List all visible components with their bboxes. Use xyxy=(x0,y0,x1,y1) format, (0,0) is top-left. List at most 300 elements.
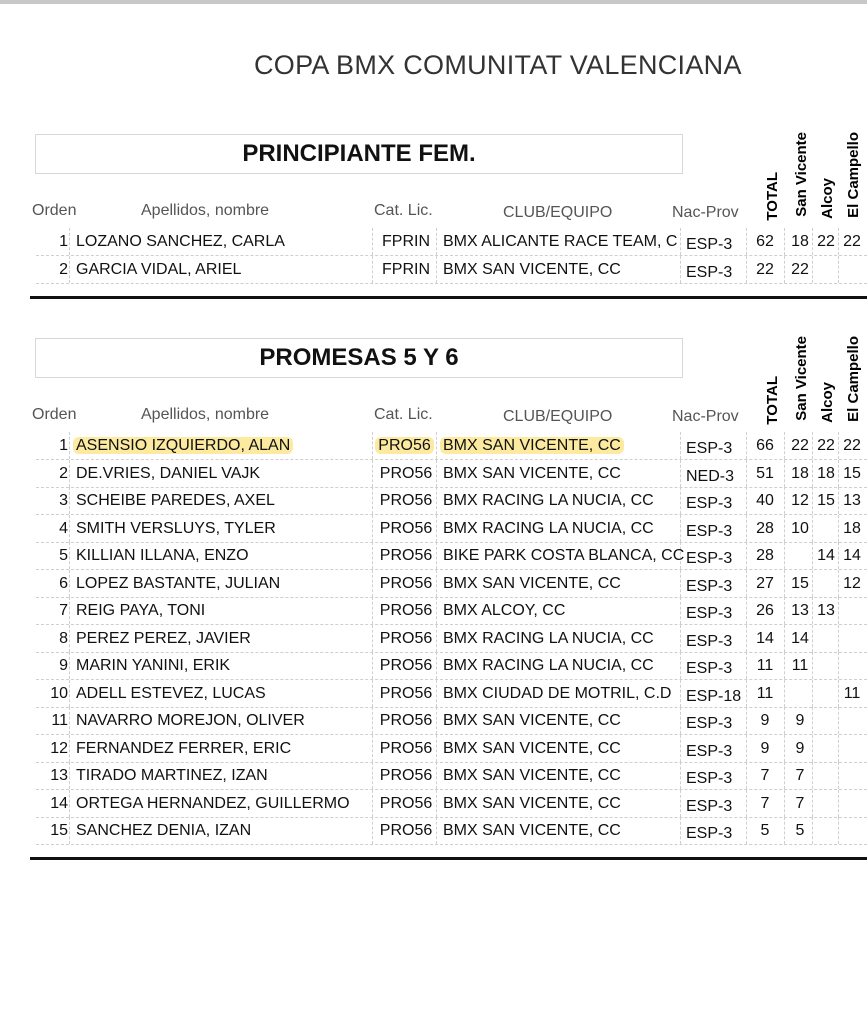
cell-divider xyxy=(812,735,813,762)
row-nac-prov xyxy=(686,710,732,737)
row-name-text: REIG PAYA, TONI xyxy=(76,602,206,619)
row-club-text: BMX SAN VICENTE, CC xyxy=(443,260,621,278)
row-orden xyxy=(36,817,68,844)
row-alcoy xyxy=(814,735,838,762)
row-club-text: BMX SAN VICENTE, CC xyxy=(443,767,621,784)
row-name-text: ADELL ESTEVEZ, LUCAS xyxy=(76,684,266,702)
row-san-vicente xyxy=(788,570,812,597)
row-total xyxy=(750,432,780,459)
cell-divider xyxy=(812,625,813,652)
row-el-campello-text: 22 xyxy=(843,233,861,250)
row-nac-prov-text: ESP-3 xyxy=(686,522,733,540)
row-name xyxy=(76,707,305,734)
cell-divider xyxy=(680,432,681,459)
cell-divider xyxy=(436,762,437,789)
row-club-text: BMX SAN VICENTE, CC xyxy=(443,739,621,757)
row-orden xyxy=(36,707,68,734)
row-category-text: FPRIN xyxy=(382,260,430,278)
row-alcoy xyxy=(814,515,838,542)
row-total xyxy=(750,817,780,844)
row-nac-prov xyxy=(686,655,732,682)
cell-divider xyxy=(784,256,785,283)
row-el-campello-text: 12 xyxy=(843,574,861,592)
category-title: PRINCIPIANTE FEM. xyxy=(35,134,683,174)
cell-divider xyxy=(838,735,839,762)
row-category-text: PRO56 xyxy=(379,464,433,482)
row-category-text: PRO56 xyxy=(379,794,433,812)
row-san-vicente-text: 7 xyxy=(795,794,805,812)
row-total-text: 7 xyxy=(760,794,770,812)
row-category xyxy=(376,680,436,707)
row-orden xyxy=(36,515,68,542)
cell-divider xyxy=(746,228,747,255)
cell-divider xyxy=(746,790,747,817)
cell-divider xyxy=(69,597,70,624)
row-nac-prov-text: ESP-3 xyxy=(686,605,733,622)
cell-divider xyxy=(372,256,373,283)
row-orden-text: 1 xyxy=(59,437,68,454)
cell-divider xyxy=(680,570,681,597)
row-category xyxy=(376,515,436,542)
cell-divider xyxy=(69,735,70,762)
col-orden-header: Orden xyxy=(32,406,77,423)
cell-divider xyxy=(784,542,785,569)
row-total xyxy=(750,735,780,762)
col-alcoy-header: Alcoy xyxy=(819,382,836,423)
cell-divider xyxy=(372,515,373,542)
row-nac-prov-text: ESP-3 xyxy=(686,742,733,760)
cell-divider xyxy=(436,432,437,459)
row-category xyxy=(376,790,436,817)
row-el-campello-text: 22 xyxy=(843,437,861,454)
row-alcoy xyxy=(814,652,838,679)
row-san-vicente-text: 14 xyxy=(791,629,809,647)
row-total-text: 14 xyxy=(756,629,774,647)
row-total-text: 11 xyxy=(756,684,774,702)
row-san-vicente xyxy=(788,762,812,789)
row-name xyxy=(76,570,280,597)
row-category-text: PRO56 xyxy=(379,739,433,757)
row-name xyxy=(76,487,275,514)
row-total-text: 28 xyxy=(756,547,774,564)
row-san-vicente-text: 18 xyxy=(791,464,809,482)
row-category-text: PRO56 xyxy=(379,684,433,702)
row-total-text: 5 xyxy=(760,822,770,839)
table-row xyxy=(36,597,867,625)
cell-divider xyxy=(372,817,373,844)
row-club xyxy=(443,790,621,817)
row-orden-text: 13 xyxy=(50,767,68,784)
row-orden xyxy=(36,652,68,679)
row-alcoy xyxy=(814,762,838,789)
cell-divider xyxy=(746,515,747,542)
row-name xyxy=(76,228,285,255)
row-san-vicente-text: 13 xyxy=(791,602,809,619)
cell-divider xyxy=(838,625,839,652)
row-club xyxy=(443,570,621,597)
cell-divider xyxy=(69,542,70,569)
row-san-vicente xyxy=(788,487,812,514)
row-el-campello xyxy=(840,432,864,459)
col-total-header: TOTAL xyxy=(764,172,781,221)
row-total-text: 66 xyxy=(756,437,774,454)
row-club xyxy=(443,707,621,734)
row-el-campello xyxy=(840,460,864,487)
row-club xyxy=(443,460,621,487)
row-total-text: 11 xyxy=(756,657,774,674)
row-alcoy-text: 15 xyxy=(817,492,835,509)
col-cat-header: Cat. Lic. xyxy=(374,202,433,219)
cell-divider xyxy=(69,460,70,487)
row-club xyxy=(443,597,565,624)
cell-divider xyxy=(69,228,70,255)
cell-divider xyxy=(372,570,373,597)
section-divider xyxy=(30,857,867,860)
row-orden xyxy=(36,460,68,487)
cell-divider xyxy=(812,680,813,707)
row-alcoy xyxy=(814,680,838,707)
row-san-vicente xyxy=(788,652,812,679)
row-alcoy xyxy=(814,790,838,817)
cell-divider xyxy=(372,597,373,624)
row-alcoy xyxy=(814,625,838,652)
cell-divider xyxy=(746,652,747,679)
cell-divider xyxy=(746,460,747,487)
col-sanvicente-header: San Vicente xyxy=(793,132,810,217)
row-orden xyxy=(36,790,68,817)
page-title: COPA BMX COMUNITAT VALENCIANA xyxy=(254,50,742,80)
cell-divider xyxy=(838,790,839,817)
row-category-text: PRO56 xyxy=(379,767,433,784)
cell-divider xyxy=(436,625,437,652)
table-row xyxy=(36,652,867,680)
cell-divider xyxy=(838,570,839,597)
col-club-header: CLUB/EQUIPO xyxy=(503,408,613,425)
cell-divider xyxy=(784,652,785,679)
row-el-campello xyxy=(840,735,864,762)
row-alcoy xyxy=(814,707,838,734)
row-san-vicente-text: 9 xyxy=(795,739,805,757)
cell-divider xyxy=(372,790,373,817)
cell-divider xyxy=(680,515,681,542)
table-row xyxy=(36,460,867,488)
row-orden xyxy=(36,762,68,789)
row-category-text: FPRIN xyxy=(382,233,430,250)
cell-divider xyxy=(838,597,839,624)
row-category xyxy=(376,228,436,255)
row-el-campello xyxy=(840,652,864,679)
row-club xyxy=(443,817,621,844)
cell-divider xyxy=(69,817,70,844)
cell-divider xyxy=(680,625,681,652)
row-nac-prov xyxy=(686,435,732,462)
cell-divider xyxy=(372,487,373,514)
cell-divider xyxy=(680,817,681,844)
row-orden xyxy=(36,542,68,569)
row-alcoy-text: 22 xyxy=(817,233,835,250)
row-nac-prov-text: ESP-18 xyxy=(686,687,742,705)
row-alcoy-text: 13 xyxy=(817,602,835,619)
cell-divider xyxy=(680,256,681,283)
row-el-campello xyxy=(840,597,864,624)
row-orden xyxy=(36,570,68,597)
cell-divider xyxy=(69,707,70,734)
row-nac-prov-text: ESP-3 xyxy=(686,236,733,253)
cell-divider xyxy=(784,625,785,652)
row-club-text: BMX SAN VICENTE, CC xyxy=(443,464,621,482)
row-total xyxy=(750,515,780,542)
cell-divider xyxy=(436,487,437,514)
row-san-vicente-text: 12 xyxy=(791,492,809,509)
row-club xyxy=(443,256,621,283)
row-el-campello xyxy=(840,707,864,734)
row-el-campello xyxy=(840,487,864,514)
row-total xyxy=(750,707,780,734)
cell-divider xyxy=(784,680,785,707)
row-san-vicente-text: 9 xyxy=(795,712,805,729)
row-name xyxy=(76,735,291,762)
row-orden-text: 4 xyxy=(59,519,68,537)
row-total xyxy=(750,542,780,569)
row-orden xyxy=(36,228,68,255)
row-club xyxy=(443,625,654,652)
cell-divider xyxy=(436,256,437,283)
cell-divider xyxy=(680,790,681,817)
cell-divider xyxy=(838,542,839,569)
row-club-text: BMX RACING LA NUCIA, CC xyxy=(443,629,654,647)
cell-divider xyxy=(784,762,785,789)
row-total xyxy=(750,460,780,487)
row-alcoy xyxy=(814,570,838,597)
row-total-text: 27 xyxy=(756,574,774,592)
row-club-text: BMX SAN VICENTE, CC xyxy=(443,574,621,592)
cell-divider xyxy=(812,515,813,542)
cell-divider xyxy=(69,790,70,817)
cell-divider xyxy=(69,432,70,459)
row-nac-prov xyxy=(686,573,732,600)
row-el-campello xyxy=(840,625,864,652)
row-el-campello xyxy=(840,762,864,789)
row-category-text: PRO56 xyxy=(379,519,433,537)
cell-divider xyxy=(784,228,785,255)
row-alcoy xyxy=(814,460,838,487)
row-name-text: ASENSIO IZQUIERDO, ALAN xyxy=(73,437,293,454)
row-san-vicente xyxy=(788,432,812,459)
table-row xyxy=(36,707,867,735)
row-san-vicente-text: 7 xyxy=(795,767,805,784)
cell-divider xyxy=(746,487,747,514)
row-name-text: TIRADO MARTINEZ, IZAN xyxy=(76,767,268,784)
cell-divider xyxy=(436,570,437,597)
row-san-vicente xyxy=(788,625,812,652)
table-row xyxy=(36,735,867,763)
row-name-text: LOZANO SANCHEZ, CARLA xyxy=(76,233,285,250)
cell-divider xyxy=(680,597,681,624)
row-club-text: BMX RACING LA NUCIA, CC xyxy=(443,492,654,509)
table-row xyxy=(36,625,867,653)
cell-divider xyxy=(838,652,839,679)
row-total-text: 62 xyxy=(756,233,774,250)
row-nac-prov-text: ESP-3 xyxy=(686,550,733,567)
row-el-campello xyxy=(840,570,864,597)
row-orden xyxy=(36,432,68,459)
row-category xyxy=(376,707,436,734)
row-nac-prov xyxy=(686,545,732,572)
table-row xyxy=(36,762,867,790)
row-orden-text: 10 xyxy=(50,684,68,702)
row-name xyxy=(76,542,249,569)
cell-divider xyxy=(680,228,681,255)
cell-divider xyxy=(746,542,747,569)
cell-divider xyxy=(746,817,747,844)
row-alcoy xyxy=(814,597,838,624)
row-club xyxy=(443,487,654,514)
cell-divider xyxy=(680,735,681,762)
row-el-campello-text: 18 xyxy=(843,519,861,537)
col-sanvicente-header: San Vicente xyxy=(793,336,810,421)
row-alcoy-text: 22 xyxy=(817,437,835,454)
row-alcoy xyxy=(814,817,838,844)
row-club xyxy=(443,228,677,255)
row-total xyxy=(750,762,780,789)
cell-divider xyxy=(838,515,839,542)
row-name-text: GARCIA VIDAL, ARIEL xyxy=(76,260,242,278)
row-san-vicente xyxy=(788,707,812,734)
row-nac-prov-text: ESP-3 xyxy=(686,770,733,787)
cell-divider xyxy=(372,542,373,569)
row-club-text: BMX RACING LA NUCIA, CC xyxy=(443,519,654,537)
cell-divider xyxy=(784,597,785,624)
row-san-vicente xyxy=(788,790,812,817)
row-category-text: PRO56 xyxy=(379,712,433,729)
row-name-text: LOPEZ BASTANTE, JULIAN xyxy=(76,574,281,592)
cell-divider xyxy=(812,762,813,789)
cell-divider xyxy=(812,597,813,624)
row-name-text: NAVARRO MOREJON, OLIVER xyxy=(76,712,305,729)
cell-divider xyxy=(746,735,747,762)
row-category xyxy=(376,762,436,789)
col-nombre-header: Apellidos, nombre xyxy=(141,202,270,219)
row-san-vicente xyxy=(788,817,812,844)
row-name-text: FERNANDEZ FERRER, ERIC xyxy=(76,739,292,757)
row-total-text: 40 xyxy=(756,492,774,509)
row-orden-text: 12 xyxy=(50,739,68,757)
cell-divider xyxy=(69,487,70,514)
table-row xyxy=(36,256,867,284)
row-san-vicente-text: 5 xyxy=(795,822,805,839)
row-name xyxy=(76,680,266,707)
row-category xyxy=(376,570,436,597)
cell-divider xyxy=(372,680,373,707)
row-total xyxy=(750,570,780,597)
cell-divider xyxy=(838,432,839,459)
row-orden xyxy=(36,680,68,707)
cell-divider xyxy=(784,460,785,487)
row-club-text: BMX ALICANTE RACE TEAM, C xyxy=(443,233,678,250)
cell-divider xyxy=(372,652,373,679)
col-nombre-header: Apellidos, nombre xyxy=(141,406,270,423)
cell-divider xyxy=(746,256,747,283)
row-san-vicente-text: 18 xyxy=(791,233,809,250)
cell-divider xyxy=(746,707,747,734)
row-san-vicente-text: 15 xyxy=(791,574,809,592)
row-orden-text: 11 xyxy=(51,712,68,729)
row-category xyxy=(376,460,436,487)
cell-divider xyxy=(812,542,813,569)
row-name xyxy=(76,515,276,542)
row-nac-prov-text: NED-3 xyxy=(686,467,735,485)
row-orden xyxy=(36,625,68,652)
row-nac-prov-text: ESP-3 xyxy=(686,715,733,732)
cell-divider xyxy=(680,680,681,707)
row-orden-text: 3 xyxy=(59,492,68,509)
row-total xyxy=(750,625,780,652)
row-club xyxy=(443,515,654,542)
row-total-text: 51 xyxy=(756,464,774,482)
row-category-text: PRO56 xyxy=(379,602,433,619)
row-total xyxy=(750,228,780,255)
row-total-text: 7 xyxy=(760,767,770,784)
top-border xyxy=(0,0,867,4)
row-club xyxy=(443,735,621,762)
row-name-text: DE.VRIES, DANIEL VAJK xyxy=(76,464,261,482)
cell-divider xyxy=(746,762,747,789)
row-el-campello-text: 15 xyxy=(843,464,861,482)
row-nac-prov xyxy=(686,793,732,820)
row-category xyxy=(376,256,436,283)
cell-divider xyxy=(372,735,373,762)
row-nac-prov xyxy=(686,765,732,792)
row-total-text: 28 xyxy=(756,519,774,537)
cell-divider xyxy=(784,570,785,597)
category-title: PROMESAS 5 Y 6 xyxy=(35,338,683,378)
row-nac-prov xyxy=(686,231,732,258)
col-orden-header: Orden xyxy=(32,202,77,219)
row-name-text: PEREZ PEREZ, JAVIER xyxy=(76,629,251,647)
row-nac-prov-text: ESP-3 xyxy=(686,495,733,512)
row-el-campello-text: 11 xyxy=(843,684,861,702)
cell-divider xyxy=(784,817,785,844)
cell-divider xyxy=(372,762,373,789)
table-row xyxy=(36,817,867,845)
cell-divider xyxy=(812,460,813,487)
row-orden xyxy=(36,597,68,624)
row-nac-prov xyxy=(686,463,734,490)
row-category xyxy=(376,652,436,679)
cell-divider xyxy=(69,652,70,679)
row-total xyxy=(750,597,780,624)
row-category-text: PRO56 xyxy=(379,822,433,839)
row-category xyxy=(376,817,436,844)
row-orden-text: 5 xyxy=(59,547,68,564)
row-alcoy xyxy=(814,228,838,255)
cell-divider xyxy=(69,570,70,597)
row-el-campello xyxy=(840,817,864,844)
row-name xyxy=(76,625,251,652)
cell-divider xyxy=(812,228,813,255)
row-total xyxy=(750,487,780,514)
cell-divider xyxy=(784,515,785,542)
row-alcoy xyxy=(814,256,838,283)
cell-divider xyxy=(680,707,681,734)
cell-divider xyxy=(812,790,813,817)
row-nac-prov-text: ESP-3 xyxy=(686,632,733,650)
row-total xyxy=(750,256,780,283)
table-row xyxy=(36,790,867,818)
row-san-vicente-text: 22 xyxy=(791,260,809,278)
row-club-text: BMX CIUDAD DE MOTRIL, C.D xyxy=(443,684,672,702)
row-total xyxy=(750,790,780,817)
